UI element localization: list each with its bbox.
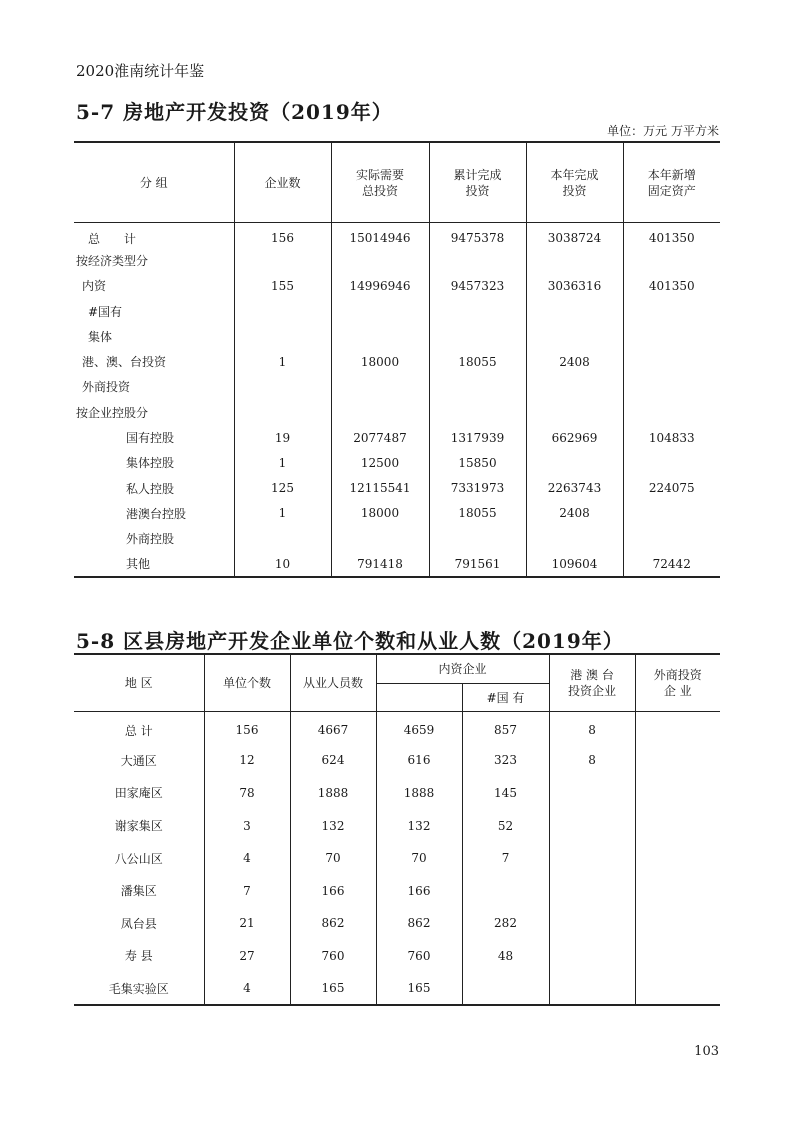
- table-row: [74, 907, 720, 940]
- table-5-8: [74, 653, 720, 1006]
- table-cell: [526, 400, 623, 425]
- table-row: [74, 349, 720, 374]
- table-cell: 12115541: [331, 475, 429, 500]
- column-header: 单位个数: [204, 654, 290, 712]
- table-cell: [234, 298, 331, 323]
- table-header-row: [74, 142, 720, 223]
- table-cell: [623, 526, 720, 551]
- table-cell: [526, 450, 623, 475]
- table-cell: 4667: [290, 712, 376, 745]
- table-cell: 282: [462, 907, 549, 940]
- region-label: 寿 县: [124, 949, 153, 964]
- table-cell: 78: [204, 777, 290, 810]
- table-cell: [623, 374, 720, 399]
- table-row: [74, 712, 720, 745]
- table-row: [74, 475, 720, 500]
- table-cell: 15850: [429, 450, 526, 475]
- table-header-row: [74, 654, 720, 684]
- row-label: #国有: [88, 304, 123, 319]
- region-label: 八公山区: [114, 851, 163, 866]
- table-cell: [234, 324, 331, 349]
- table-cell: 14996946: [331, 273, 429, 298]
- table-cell: 1: [234, 349, 331, 374]
- table-cell: 156: [204, 712, 290, 745]
- table-cell: [549, 842, 635, 875]
- table-cell: 616: [376, 744, 462, 777]
- table-cell: 2077487: [331, 425, 429, 450]
- table-cell: 104833: [623, 425, 720, 450]
- table-cell: 862: [376, 907, 462, 940]
- table-cell: [331, 400, 429, 425]
- table-cell: [623, 450, 720, 475]
- table-cell: 166: [290, 874, 376, 907]
- column-header: 地 区: [74, 654, 204, 712]
- table-cell: 132: [290, 809, 376, 842]
- row-label: 私人控股: [126, 481, 175, 496]
- table-cell: 7331973: [429, 475, 526, 500]
- table-5-7-title: 5-7 房地产开发投资（2019年）: [76, 100, 393, 124]
- table-row: [74, 374, 720, 399]
- table-cell: [635, 712, 720, 745]
- table-cell: 401350: [623, 273, 720, 298]
- table-cell: [429, 248, 526, 273]
- table-cell: 10: [234, 551, 331, 576]
- table-cell: 2263743: [526, 475, 623, 500]
- table-cell: 165: [376, 972, 462, 1005]
- table-cell: 4659: [376, 712, 462, 745]
- table-row: [74, 809, 720, 842]
- table-cell: 18055: [429, 501, 526, 526]
- table-cell: 8: [549, 744, 635, 777]
- table-cell: 1888: [376, 777, 462, 810]
- table-cell: [635, 809, 720, 842]
- column-header: [376, 684, 462, 712]
- table-cell: 1: [234, 501, 331, 526]
- table-cell: [331, 324, 429, 349]
- table-cell: 70: [290, 842, 376, 875]
- column-header: 分 组: [74, 142, 234, 223]
- column-header: #国 有: [462, 684, 549, 712]
- table-5-7-unit: 单位：万元 万平方米: [607, 124, 719, 138]
- running-head: 2020淮南统计年鉴: [76, 62, 205, 80]
- table-cell: [635, 972, 720, 1005]
- region-label: 谢家集区: [114, 819, 163, 834]
- table-cell: 1888: [290, 777, 376, 810]
- column-header: 企业数: [234, 142, 331, 223]
- column-header: 港 澳 台 投资企业: [549, 654, 635, 712]
- table-cell: 19: [234, 425, 331, 450]
- table-row: [74, 298, 720, 323]
- row-label: 按企业控股分: [76, 405, 149, 420]
- table-cell: 72442: [623, 551, 720, 576]
- table-cell: [526, 324, 623, 349]
- table-cell: [635, 940, 720, 973]
- region-label: 大通区: [120, 753, 157, 768]
- row-label: 总 计: [88, 231, 146, 246]
- table-cell: [623, 298, 720, 323]
- table-cell: 109604: [526, 551, 623, 576]
- table-cell: 3038724: [526, 223, 623, 248]
- table-cell: 224075: [623, 475, 720, 500]
- table-cell: 48: [462, 940, 549, 973]
- table-cell: 760: [376, 940, 462, 973]
- table-cell: 862: [290, 907, 376, 940]
- table-cell: 2408: [526, 349, 623, 374]
- row-label: 港、澳、台投资: [82, 355, 167, 370]
- table-cell: 12500: [331, 450, 429, 475]
- table-cell: 8: [549, 712, 635, 745]
- region-label: 毛集实验区: [108, 981, 169, 996]
- table-cell: [623, 248, 720, 273]
- row-label: 港澳台控股: [126, 506, 187, 521]
- table-row: [74, 501, 720, 526]
- table-cell: [635, 907, 720, 940]
- table-cell: 2408: [526, 501, 623, 526]
- row-label: 按经济类型分: [76, 253, 149, 268]
- table-row: [74, 450, 720, 475]
- table-cell: [234, 400, 331, 425]
- table-cell: 662969: [526, 425, 623, 450]
- table-cell: 27: [204, 940, 290, 973]
- table-row: [74, 425, 720, 450]
- table-5-7: [74, 141, 720, 578]
- table-cell: 323: [462, 744, 549, 777]
- row-label: 国有控股: [126, 431, 175, 446]
- table-cell: 18000: [331, 501, 429, 526]
- table-cell: [635, 777, 720, 810]
- table-cell: [635, 744, 720, 777]
- table-cell: 760: [290, 940, 376, 973]
- table-cell: 132: [376, 809, 462, 842]
- table-row: [74, 223, 720, 248]
- row-label: 集体控股: [126, 456, 175, 471]
- table-cell: [234, 374, 331, 399]
- table-cell: 125: [234, 475, 331, 500]
- table-cell: [635, 874, 720, 907]
- table-row: [74, 744, 720, 777]
- table-row: [74, 400, 720, 425]
- page-number: 103: [694, 1044, 719, 1059]
- table-cell: [526, 526, 623, 551]
- table-cell: [526, 374, 623, 399]
- table-cell: [331, 248, 429, 273]
- column-header: 累计完成 投资: [429, 142, 526, 223]
- table-cell: [526, 298, 623, 323]
- table-cell: 4: [204, 972, 290, 1005]
- table-cell: [234, 248, 331, 273]
- region-label: 潘集区: [120, 884, 157, 899]
- table-cell: 165: [290, 972, 376, 1005]
- table-cell: 166: [376, 874, 462, 907]
- table-cell: [429, 324, 526, 349]
- table-cell: [331, 526, 429, 551]
- table-cell: 9457323: [429, 273, 526, 298]
- table-cell: [549, 874, 635, 907]
- table-row: [74, 972, 720, 1005]
- table-cell: 21: [204, 907, 290, 940]
- table-row: [74, 526, 720, 551]
- table-cell: [429, 298, 526, 323]
- table-row: [74, 940, 720, 973]
- table-cell: 624: [290, 744, 376, 777]
- table-row: [74, 874, 720, 907]
- region-label: 凤台县: [120, 916, 157, 931]
- table-cell: [549, 809, 635, 842]
- table-cell: 401350: [623, 223, 720, 248]
- table-cell: [549, 777, 635, 810]
- table-cell: 7: [462, 842, 549, 875]
- table-cell: [331, 374, 429, 399]
- table-cell: [549, 940, 635, 973]
- table-row: [74, 324, 720, 349]
- table-cell: [234, 526, 331, 551]
- column-header: 实际需要 总投资: [331, 142, 429, 223]
- column-header: 外商投资 企 业: [635, 654, 720, 712]
- table-cell: [331, 298, 429, 323]
- table-row: [74, 777, 720, 810]
- column-header-group: 内资企业: [376, 654, 549, 684]
- table-row: [74, 273, 720, 298]
- column-header: 从业人员数: [290, 654, 376, 712]
- table-5-8-title: 5-8 区县房地产开发企业单位个数和从业人数（2019年）: [76, 629, 624, 653]
- table-cell: 791561: [429, 551, 526, 576]
- table-cell: [623, 501, 720, 526]
- row-label: 集体: [88, 329, 113, 344]
- row-label: 其他: [126, 557, 151, 571]
- row-label: 外商投资: [82, 380, 131, 395]
- table-cell: 155: [234, 273, 331, 298]
- table-cell: 52: [462, 809, 549, 842]
- table-cell: 857: [462, 712, 549, 745]
- column-header: 本年新增 固定资产: [623, 142, 720, 223]
- table-cell: 15014946: [331, 223, 429, 248]
- row-label: 内资: [82, 279, 107, 294]
- table-cell: 156: [234, 223, 331, 248]
- table-cell: 4: [204, 842, 290, 875]
- table-cell: 145: [462, 777, 549, 810]
- table-cell: 3036316: [526, 273, 623, 298]
- table-cell: 1317939: [429, 425, 526, 450]
- region-label: 总 计: [124, 723, 153, 738]
- table-cell: [462, 972, 549, 1005]
- table-cell: 18055: [429, 349, 526, 374]
- table-row: [74, 842, 720, 875]
- table-cell: 18000: [331, 349, 429, 374]
- table-cell: 3: [204, 809, 290, 842]
- table-cell: [549, 907, 635, 940]
- table-cell: [429, 526, 526, 551]
- table-cell: 70: [376, 842, 462, 875]
- table-cell: 7: [204, 874, 290, 907]
- table-cell: 1: [234, 450, 331, 475]
- table-cell: [623, 349, 720, 374]
- region-label: 田家庵区: [114, 786, 163, 801]
- row-label: 外商控股: [126, 532, 175, 547]
- table-cell: 791418: [331, 551, 429, 576]
- table-cell: 9475378: [429, 223, 526, 248]
- table-cell: [526, 248, 623, 273]
- table-cell: [623, 400, 720, 425]
- table-cell: [462, 874, 549, 907]
- table-cell: [635, 842, 720, 875]
- table-row: [74, 551, 720, 576]
- table-cell: 12: [204, 744, 290, 777]
- table-cell: [429, 374, 526, 399]
- table-cell: [429, 400, 526, 425]
- table-row: [74, 248, 720, 273]
- column-header: 本年完成 投资: [526, 142, 623, 223]
- table-cell: [623, 324, 720, 349]
- table-cell: [549, 972, 635, 1005]
